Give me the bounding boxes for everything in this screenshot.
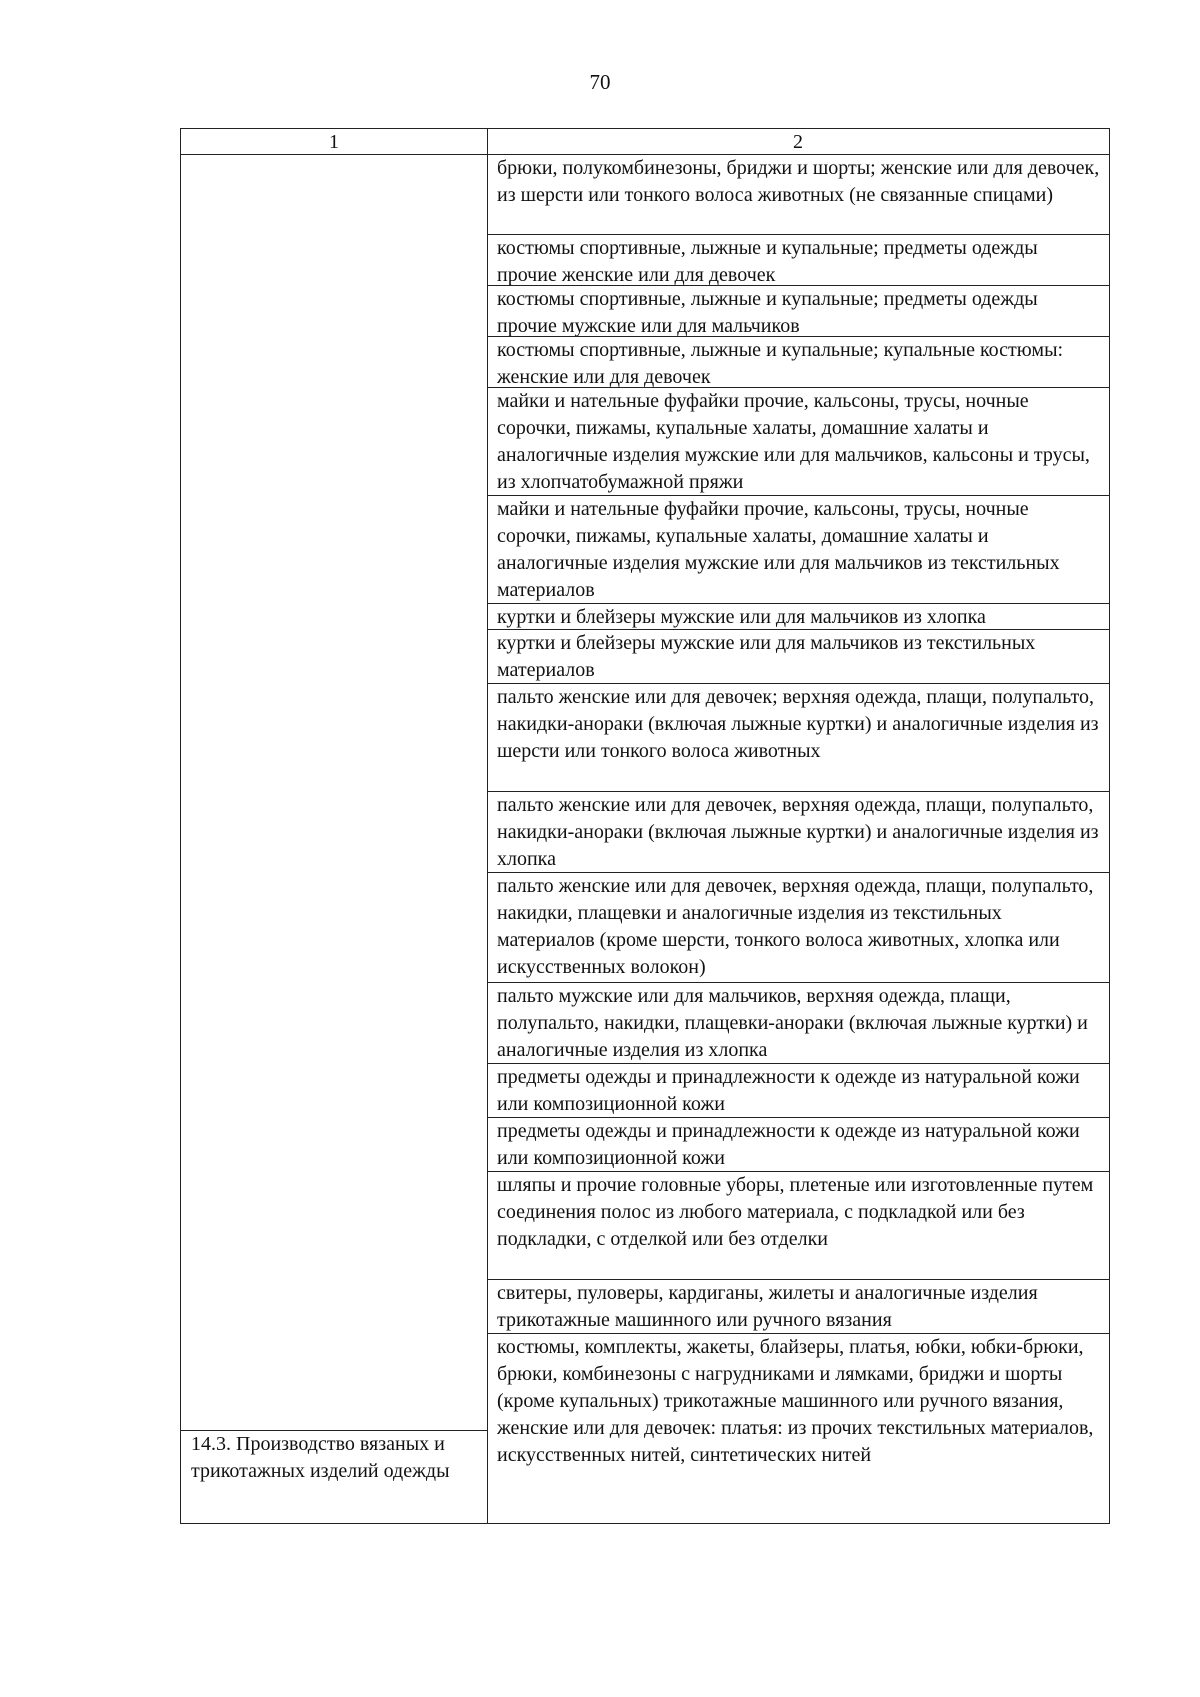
table-cell-col2: костюмы спортивные, лыжные и купальные; предметы одежды прочие мужские или для мальчиков (487, 286, 1109, 337)
table-cell-col2: пальто женские или для девочек, верхняя одежда, плащи, полупальто, накидки, плащевки и аналогичные изделия из текстильных материалов (кроме шерсти, тонкого волоса животных, хлопка или искусственных волокон) (487, 873, 1109, 983)
table-cell-col1-empty (181, 155, 487, 1431)
page-number: 70 (589, 70, 611, 94)
table-cell-col2: костюмы спортивные, лыжные и купальные; предметы одежды прочие женские или для девочек (487, 235, 1109, 286)
table-cell-col2: костюмы спортивные, лыжные и купальные; купальные костюмы: женские или для девочек (487, 337, 1109, 388)
table-cell-col2: майки и нательные фуфайки прочие, кальсоны, трусы, ночные сорочки, пижамы, купальные халаты, домашние халаты и аналогичные изделия мужские или для мальчиков из текстильных материалов (487, 496, 1109, 604)
table-cell-col2: куртки и блейзеры мужские или для мальчиков из хлопка (487, 604, 1109, 630)
column-header-2: 2 (487, 129, 1109, 155)
table-cell-col2: шляпы и прочие головные уборы, плетеные или изготовленные путем соединения полос из любого материала, с подкладкой или без подкладки, с отделкой или без отделки (487, 1172, 1109, 1280)
table-cell-col2: костюмы, комплекты, жакеты, блайзеры, платья, юбки, юбки-брюки, брюки, комбинезоны с нагрудниками и лямками, бриджи и шорты (кроме купальных) трикотажные машинного или ручного вязания, женские или для девочек: платья: из прочих текстильных материалов, искусственных нитей, синтетических нитей (497, 1336, 1094, 1466)
table-cell-col2: брюки, полукомбинезоны, бриджи и шорты; женские или для девочек, из шерсти или тонкого волоса животных (не связанные спицами) (487, 155, 1109, 235)
table-cell-col2: свитеры, пуловеры, кардиганы, жилеты и аналогичные изделия трикотажные машинного или ручного вязания (487, 1280, 1109, 1334)
column-header-1: 1 (181, 129, 487, 155)
table-cell-col2: пальто женские или для девочек, верхняя одежда, плащи, полупальто, накидки-анораки (включая лыжные куртки) и аналогичные изделия из хлопка (487, 792, 1109, 873)
table-cell-col2: предметы одежды и принадлежности к одежде из натуральной кожи или композиционной кожи (487, 1118, 1109, 1172)
document-table (180, 128, 1110, 1524)
table-cell-col2: пальто мужские или для мальчиков, верхняя одежда, плащи, полупальто, накидки, плащевки-анораки (включая лыжные куртки) и аналогичные изделия из хлопка (487, 983, 1109, 1064)
table-cell-col1-section-14-3: 14.3. Производство вязаных и трикотажных изделий одежды (191, 1433, 450, 1482)
table-cell-col2: майки и нательные фуфайки прочие, кальсоны, трусы, ночные сорочки, пижамы, купальные халаты, домашние халаты и аналогичные изделия мужские или для мальчиков, кальсоны и трусы, из хлопчатобумажной пряжи (487, 388, 1109, 496)
table-cell-col2: пальто женские или для девочек; верхняя одежда, плащи, полупальто, накидки-анораки (включая лыжные куртки) и аналогичные изделия из шерсти или тонкого волоса животных (487, 684, 1109, 792)
table-cell-col2: куртки и блейзеры мужские или для мальчиков из текстильных материалов (487, 630, 1109, 684)
table-cell-col2: предметы одежды и принадлежности к одежде из натуральной кожи или композиционной кожи (487, 1064, 1109, 1118)
